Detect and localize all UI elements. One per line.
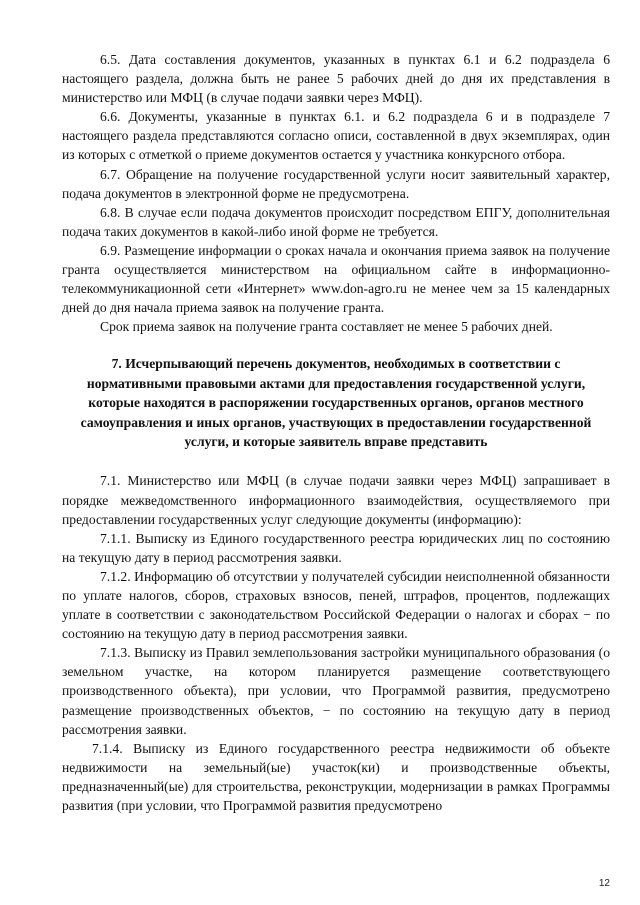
paragraph-6-5: 6.5. Дата составления документов, указанных в пунктах 6.1 и 6.2 подраздела 6 настоящего раздела, должна быть не ранее 5 рабочих дней до дня их представления в министерство или МФЦ (в случае подачи заявки через МФЦ). [62, 52, 610, 106]
paragraph-6-9: 6.9. Размещение информации о сроках начала и окончания приема заявок на получение гранта осуществляется министерством на официальном сайте в информационно-телекоммуникационной сети «Интернет» www.don-agro.ru не менее чем за 15 календарных дней до дня начала приема заявок на получение гранта. [62, 242, 610, 316]
paragraph-application-term: Срок приема заявок на получение гранта составляет не менее 5 рабочих дней. [100, 319, 553, 335]
section-7-heading: 7. Исчерпывающий перечень документов, необходимых в соответствии с нормативными правовыми актами для предоставления государственной услуги, которые находятся в распоряжении государственных органов, органов местного самоуправления и иных органов, участвующих в предоставлении государственной услуги, и которые заявитель вправе представить [80, 356, 592, 450]
paragraph-7-1-3: 7.1.3. Выписку из Правил землепользования застройки муниципального образования (о земельном участке, на котором планируется размещение соответствующего производственного объекта), при условии, что Программой развития, предусмотрено размещение производственных объектов, − по состоянию на текущую дату в период рассмотрения заявки. [62, 645, 610, 737]
document-page [62, 50, 610, 815]
paragraph-6-6: 6.6. Документы, указанные в пунктах 6.1. и 6.2 подраздела 6 и в подразделе 7 настоящего раздела представляются согласно описи, составленной в двух экземплярах, один из которых с отметкой о приеме документов остается у участника конкурсного отбора. [62, 109, 610, 163]
page-number: 12 [598, 878, 610, 889]
paragraph-7-1: 7.1. Министерство или МФЦ (в случае подачи заявки через МФЦ) запрашивает в порядке межведомственного информационного взаимодействия, осуществляемого при предоставлении государственных услуг следующие документы (информацию): [62, 473, 610, 527]
paragraph-6-7: 6.7. Обращение на получение государственной услуги носит заявительный характер, подача документов в электронной форме не предусмотрена. [62, 166, 610, 201]
paragraph-7-1-2: 7.1.2. Информацию об отсутствии у получателей субсидии неисполненной обязанности по уплате налогов, сборов, страховых взносов, пеней, штрафов, процентов, подлежащих уплате в соответствии с законодательством Российской Федерации о налогах и сборах − по состоянию на текущую дату в период рассмотрения заявки. [62, 568, 610, 642]
paragraph-7-1-4: 7.1.4. Выписку из Единого государственного реестра недвижимости об объекте недвижимости на земельный(ые) участок(ки) и производственные объекты, предназначенный(ые) для строительства, реконструкции, модернизации в рамках Программы развития (при условии, что Программой развития предусмотрено [62, 740, 610, 814]
paragraph-7-1-1: 7.1.1. Выписку из Единого государственного реестра юридических лиц по состоянию на текущую дату в период рассмотрения заявки. [62, 530, 610, 565]
paragraph-6-8: 6.8. В случае если подача документов происходит посредством ЕПГУ, дополнительная подача таких документов в какой-либо иной форме не требуется. [62, 204, 610, 239]
